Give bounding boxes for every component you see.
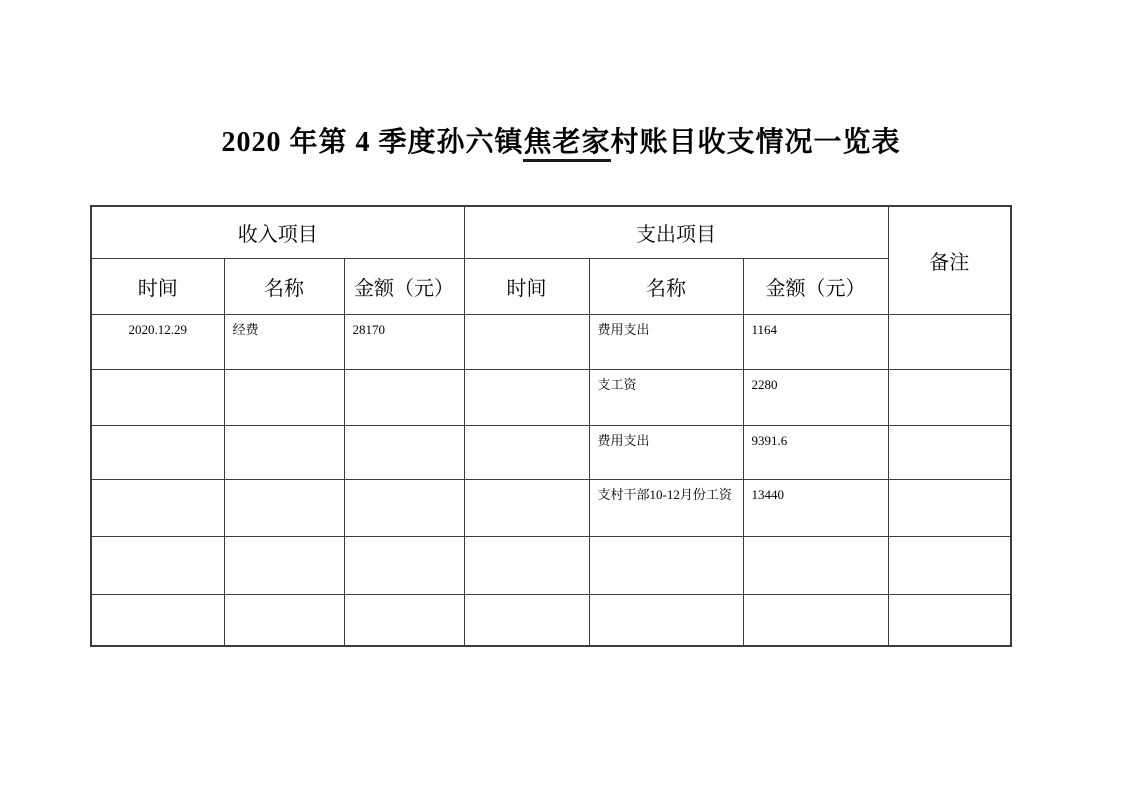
row2-expense-time xyxy=(464,425,589,479)
row0-income-time: 2020.12.29 xyxy=(91,314,224,369)
row1-expense-time xyxy=(464,369,589,425)
row4-expense-time xyxy=(464,536,589,594)
row5-remark xyxy=(888,594,1011,646)
table-row xyxy=(91,479,1011,536)
row2-income-name xyxy=(224,425,344,479)
page-title-underlined-village: 焦老家 xyxy=(523,127,610,162)
row2-expense-amount: 9391.6 xyxy=(743,425,888,479)
row4-expense-name xyxy=(589,536,743,594)
row4-expense-amount xyxy=(743,536,888,594)
table-row xyxy=(91,314,1011,369)
row5-income-name xyxy=(224,594,344,646)
page-title-suffix: 村账目收支情况一览表 xyxy=(610,127,901,158)
table-row xyxy=(91,369,1011,425)
table-row xyxy=(91,425,1011,479)
row0-remark xyxy=(888,314,1011,369)
row5-expense-time xyxy=(464,594,589,646)
table-row xyxy=(91,536,1011,594)
row3-income-time xyxy=(91,479,224,536)
row1-remark xyxy=(888,369,1011,425)
row0-expense-name: 费用支出 xyxy=(589,314,743,369)
row2-income-amount xyxy=(344,425,464,479)
row4-income-time xyxy=(91,536,224,594)
row3-remark xyxy=(888,479,1011,536)
income-time-header: 时间 xyxy=(91,258,224,314)
row0-income-name: 经费 xyxy=(224,314,344,369)
row4-income-name xyxy=(224,536,344,594)
row3-expense-amount: 13440 xyxy=(743,479,888,536)
income-name-header: 名称 xyxy=(224,258,344,314)
row4-remark xyxy=(888,536,1011,594)
row0-expense-amount: 1164 xyxy=(743,314,888,369)
row5-expense-name xyxy=(589,594,743,646)
expense-name-header: 名称 xyxy=(589,258,743,314)
row3-expense-name: 支村干部10-12月份工资 xyxy=(589,479,743,536)
row1-income-name xyxy=(224,369,344,425)
row3-expense-time xyxy=(464,479,589,536)
row3-income-name xyxy=(224,479,344,536)
account-table xyxy=(90,205,1012,647)
row1-income-time xyxy=(91,369,224,425)
row1-income-amount xyxy=(344,369,464,425)
table-row xyxy=(91,594,1011,646)
row1-expense-amount: 2280 xyxy=(743,369,888,425)
remarks-header: 备注 xyxy=(888,206,1011,314)
income-amount-header: 金额（元） xyxy=(344,258,464,314)
expense-group-header: 支出项目 xyxy=(464,206,888,258)
page-title xyxy=(0,120,1122,160)
expense-time-header: 时间 xyxy=(464,258,589,314)
expense-amount-header: 金额（元） xyxy=(743,258,888,314)
row5-income-amount xyxy=(344,594,464,646)
row5-expense-amount xyxy=(743,594,888,646)
income-group-header: 收入项目 xyxy=(91,206,464,258)
row5-income-time xyxy=(91,594,224,646)
page-title-prefix: 2020 年第 4 季度孙六镇 xyxy=(221,127,524,158)
row1-expense-name: 支工资 xyxy=(589,369,743,425)
row2-income-time xyxy=(91,425,224,479)
row2-expense-name: 费用支出 xyxy=(589,425,743,479)
row0-income-amount: 28170 xyxy=(344,314,464,369)
row2-remark xyxy=(888,425,1011,479)
row0-expense-time xyxy=(464,314,589,369)
row3-income-amount xyxy=(344,479,464,536)
row4-income-amount xyxy=(344,536,464,594)
